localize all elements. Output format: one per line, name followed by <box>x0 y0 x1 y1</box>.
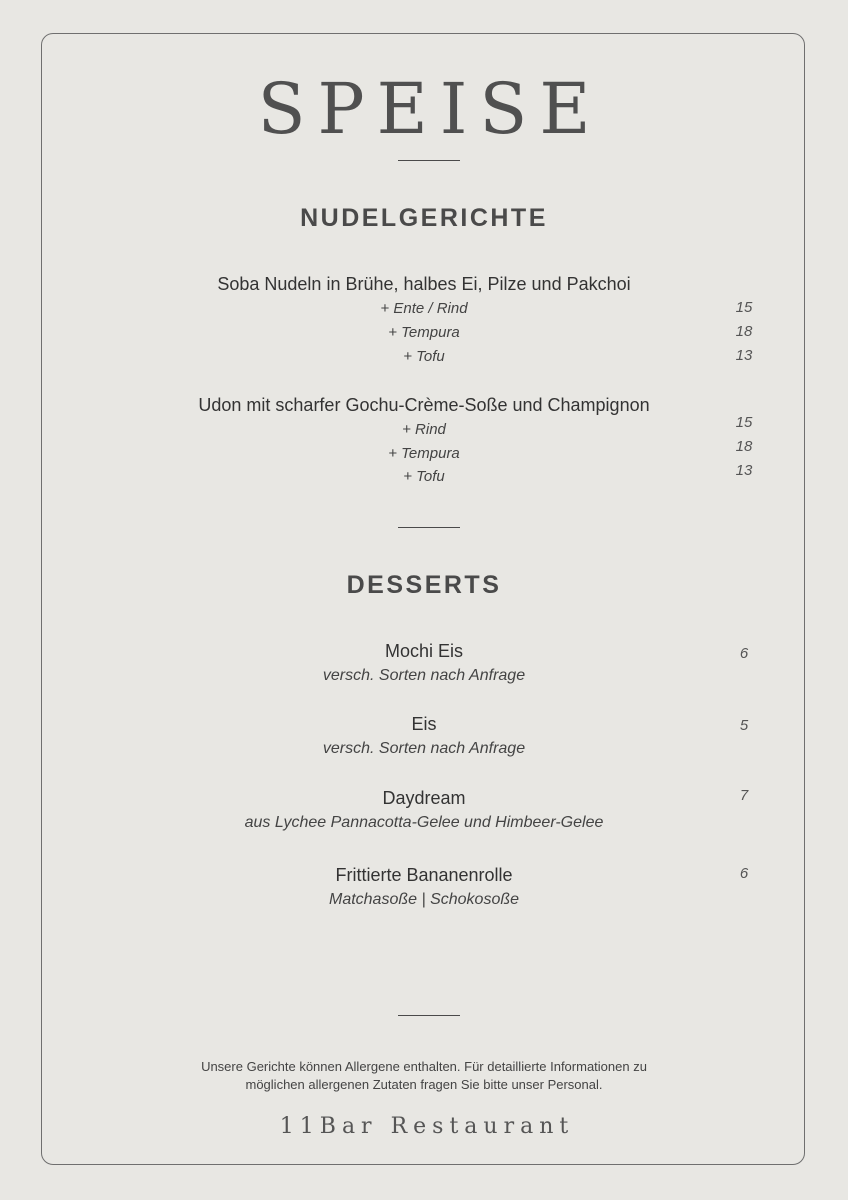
menu-item-price: 13 <box>735 347 753 364</box>
menu-item-option: + Tempura <box>388 324 460 341</box>
section-heading-noodles: NUDELGERICHTE <box>300 204 548 232</box>
menu-item-price: 6 <box>739 645 749 662</box>
restaurant-name: 11Bar Restaurant <box>279 1114 575 1139</box>
menu-item-description: aus Lychee Pannacotta-Gelee und Himbeer-Gelee <box>244 814 604 831</box>
menu-item-option: + Tempura <box>388 445 460 462</box>
section-heading-desserts: DESSERTS <box>346 571 502 599</box>
menu-item-price: 7 <box>739 787 749 804</box>
menu-item-name: Daydream <box>382 788 466 808</box>
allergen-notice <box>0 1058 848 1094</box>
menu-item-price: 6 <box>739 865 749 882</box>
allergen-notice-line: möglichen allergenen Zutaten fragen Sie bitte unser Personal. <box>245 1077 603 1092</box>
allergen-notice-line: Unsere Gerichte können Allergene enthalten. Für detaillierte Informationen zu <box>201 1059 647 1074</box>
menu-item-option: + Tofu <box>403 348 445 365</box>
menu-item-price: 15 <box>735 414 753 431</box>
footer-divider <box>398 1015 460 1016</box>
menu-item-price: 13 <box>735 462 753 479</box>
menu-item-price: 5 <box>739 717 749 734</box>
menu-item-description: versch. Sorten nach Anfrage <box>322 740 526 757</box>
menu-title: SPEISE <box>257 68 603 150</box>
menu-item-name: Eis <box>411 714 437 734</box>
menu-item-option: + Ente / Rind <box>380 300 468 317</box>
menu-item-option: + Tofu <box>403 468 445 485</box>
menu-item-description: versch. Sorten nach Anfrage <box>322 667 526 684</box>
menu-item-name: Mochi Eis <box>384 641 464 661</box>
menu-item-price: 18 <box>735 323 753 340</box>
menu-item-description: Matchasoße | Schokosoße <box>328 891 520 908</box>
menu-item-name: Udon mit scharfer Gochu-Crème-Soße und Champignon <box>198 395 650 415</box>
menu-item-name: Frittierte Bananenrolle <box>335 865 513 885</box>
menu-item-price: 18 <box>735 438 753 455</box>
menu-item-price: 15 <box>735 299 753 316</box>
menu-item-name: Soba Nudeln in Brühe, halbes Ei, Pilze und Pakchoi <box>217 274 631 294</box>
menu-item-option: + Rind <box>402 421 446 438</box>
title-divider <box>398 160 460 161</box>
section-divider <box>398 527 460 528</box>
